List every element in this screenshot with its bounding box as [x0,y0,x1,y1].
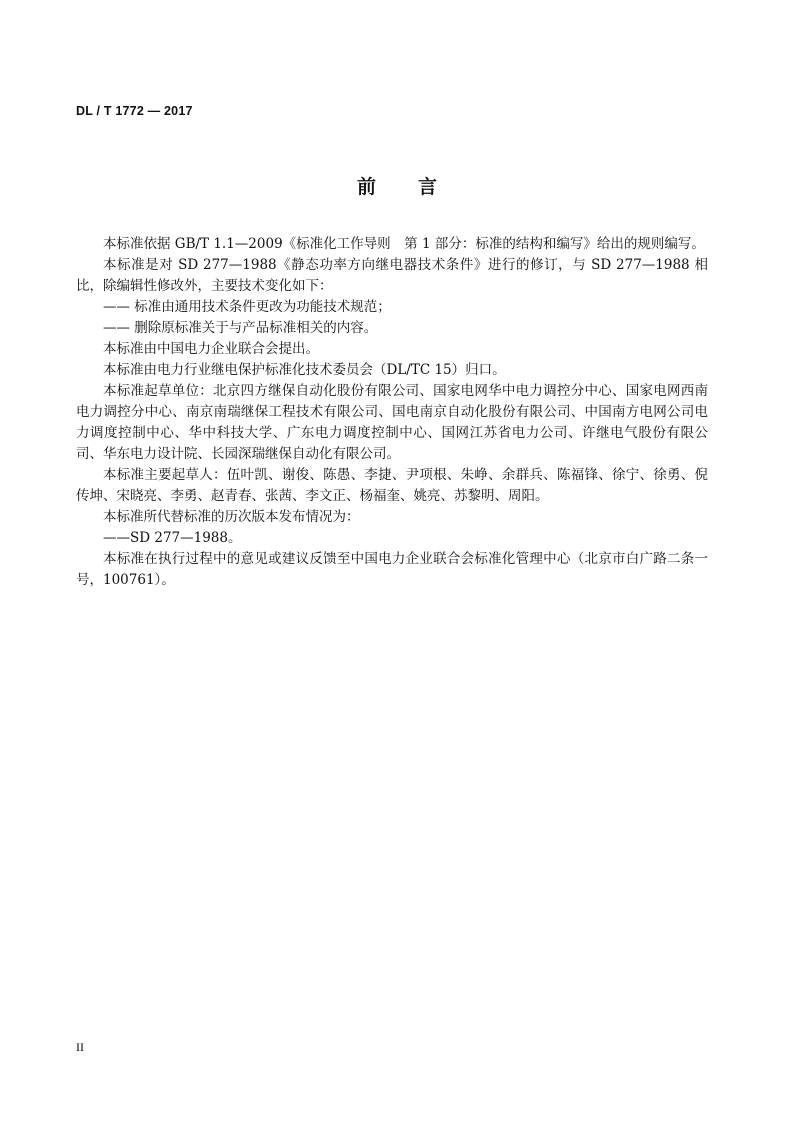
list-item-change-2: —— 删除原标准关于与产品标准相关的内容。 [103,320,378,336]
paragraph-feedback: 本标准在执行过程中的意见或建议反馈至中国电力企业联合会标准化管理中心（北京市白广路二条一号，100761）。 [76,551,708,588]
paragraph-history: 本标准所代替标准的历次版本发布情况为： [103,509,360,525]
paragraph-committee: 本标准由电力行业继电保护标准化技术委员会（DL/TC 15）归口。 [103,362,506,378]
paragraph-basis: 本标准依据 GB/T 1.1—2009《标准化工作导则 第 1 部分：标准的结构和编写》给出的规则编写。 [103,236,705,252]
list-item-history: ——SD 277—1988。 [103,530,242,546]
foreword-content [76,234,708,591]
paragraph-proposer: 本标准由中国电力企业联合会提出。 [103,341,319,357]
paragraph-drafting-units: 本标准起草单位：北京四方继保自动化股份有限公司、国家电网华中电力调控分中心、国家电网西南电力调控分中心、南京南瑞继保工程技术有限公司、国电南京自动化股份有限公司、中国南方电网公司电力调度控制中心、华中科技大学、广东电力调度控制中心、国网江苏省电力公司、许继电气股份有限公司、华东电力设计院、长园深瑞继保自动化有限公司。 [76,383,708,462]
title-char-2: 言 [418,176,438,198]
list-item-change-1: —— 标准由通用技术条件更改为功能技术规范； [103,299,391,315]
title-char-1: 前 [356,176,376,198]
document-code: DL / T 1772 — 2017 [76,104,193,118]
paragraph-revision: 本标准是对 SD 277—1988《静态功率方向继电器技术条件》进行的修订，与 SD 277—1988 相比，除编辑性修改外，主要技术变化如下： [76,257,708,294]
paragraph-drafters: 本标准主要起草人：伍叶凯、谢俊、陈愚、李捷、尹项根、朱峥、余群兵、陈福锋、徐宁、徐勇、倪传坤、宋晓亮、李勇、赵青春、张茜、李文正、杨福奎、姚亮、苏黎明、周阳。 [76,467,708,504]
page-number: II [76,1040,84,1054]
page-title [0,172,794,199]
